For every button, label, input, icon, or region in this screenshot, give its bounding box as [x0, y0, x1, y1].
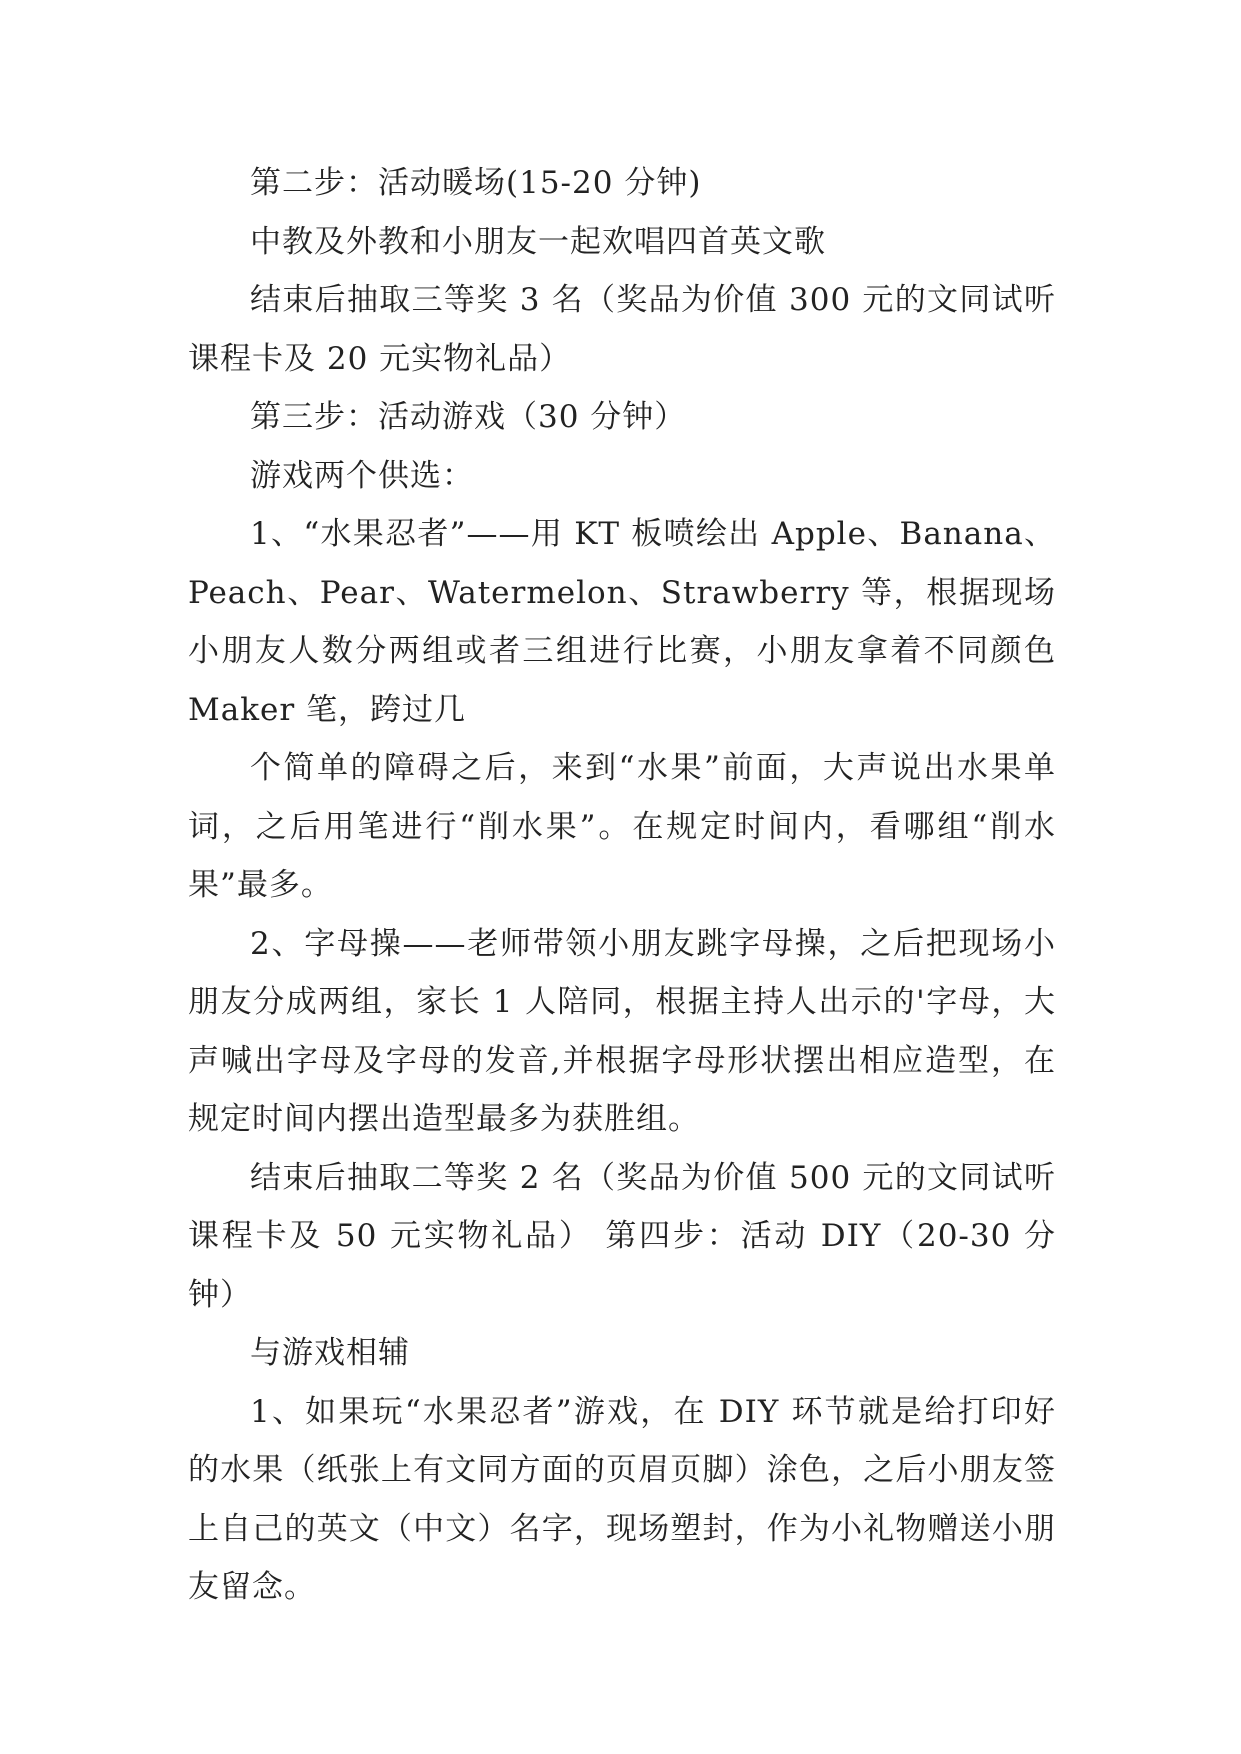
paragraph-step-three-heading: 第三步：活动游戏（30 分钟）	[250, 399, 687, 435]
paragraph-third-prize: 结束后抽取三等奖 3 名（奖品为价值 300 元的文同试听课程卡及 20 元实物礼品）	[188, 282, 1056, 377]
paragraph-fruit-ninja-continued: 个简单的障碍之后，来到“水果”前面，大声说出水果单词，之后用笔进行“削水果”。在规定时间内，看哪组“削水果”最多。	[188, 750, 1056, 903]
document-body	[188, 154, 1056, 1617]
paragraph-game-options: 游戏两个供选：	[250, 457, 474, 494]
paragraph-letter-exercise: 2、字母操——老师带领小朋友跳字母操，之后把现场小朋友分成两组，家长 1 人陪同，根据主持人出示的'字母，大声喊出字母及字母的发音,并根据字母形状摆出相应造型，在规定时间内摆出造型最多为获胜组。	[188, 925, 1056, 1137]
paragraph-step-two-heading: 第二步：活动暖场(15-20 分钟)	[250, 165, 702, 201]
paragraph-sing-songs: 中教及外教和小朋友一起欢唱四首英文歌	[250, 223, 826, 260]
paragraph-second-prize: 结束后抽取二等奖 2 名（奖品为价值 500 元的文同试听课程卡及 50 元实物礼品） 第四步：活动 DIY（20-30 分钟）	[188, 1159, 1056, 1313]
paragraph-diy-complement: 与游戏相辅	[250, 1335, 410, 1371]
paragraph-diy-coloring: 1、如果玩“水果忍者”游戏，在 DIY 环节就是给打印好的水果（纸张上有文同方面的页眉页脚）涂色，之后小朋友签上自己的英文（中文）名字，现场塑封，作为小礼物赠送小朋友留念。	[188, 1393, 1056, 1605]
paragraph-fruit-ninja: 1、“水果忍者”——用 KT 板喷绘出 Apple、Banana、Peach、Pear、Watermelon、Strawberry 等，根据现场小朋友人数分两组或者三组进行比赛，小朋友拿着不同颜色 Maker 笔，跨过几	[188, 516, 1056, 728]
